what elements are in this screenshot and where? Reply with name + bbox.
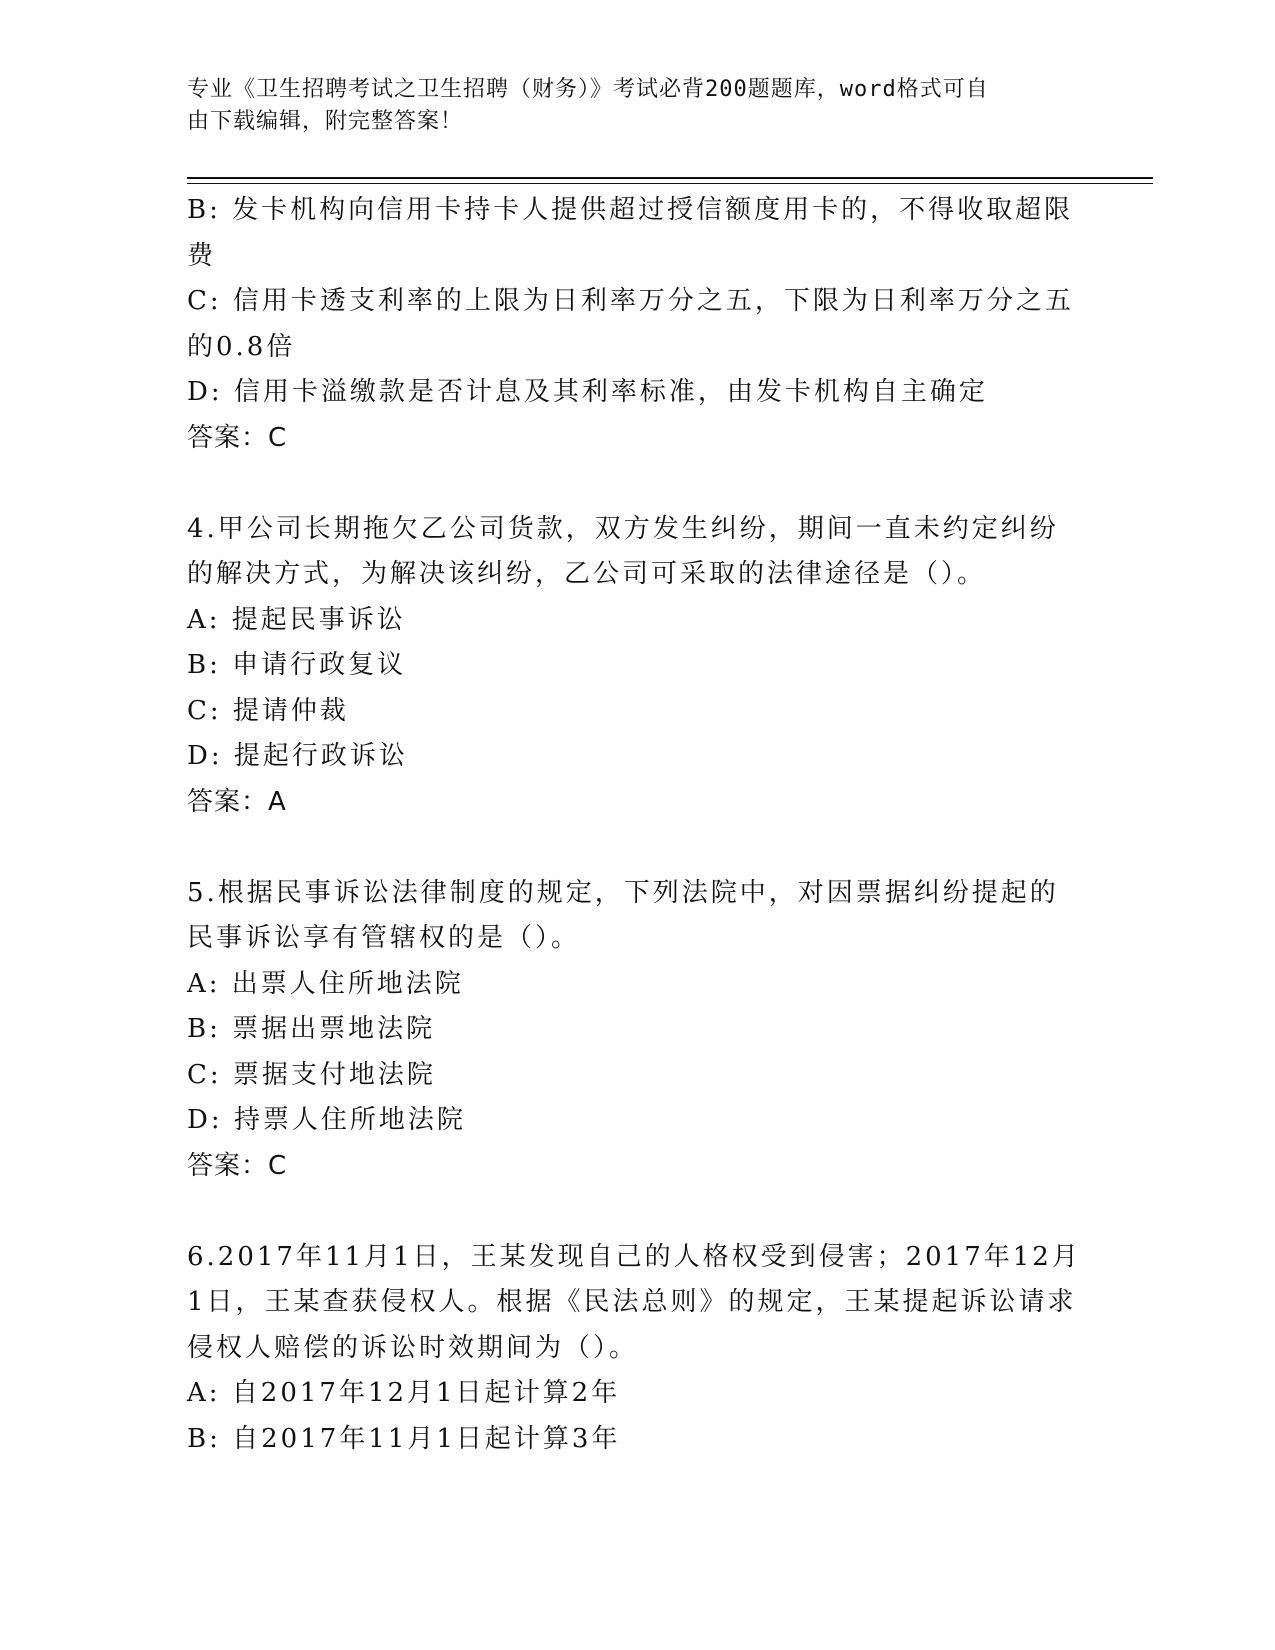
document-header xyxy=(187,74,1067,138)
q6-stem-line-3: 侵权人赔偿的诉讼时效期间为（）。 xyxy=(187,1332,639,1363)
q3-option-b-line-2: 费 xyxy=(187,240,217,271)
q5-option-d: D: 持票人住所地法院 xyxy=(187,1105,466,1135)
q5-answer: 答案：C xyxy=(187,1150,288,1181)
document-body xyxy=(187,188,1087,1462)
question-5 xyxy=(187,871,1087,1190)
q5-option-b: B: 票据出票地法院 xyxy=(187,1014,436,1044)
header-divider-thick xyxy=(187,177,1153,179)
q4-option-a: A: 提起民事诉讼 xyxy=(187,604,406,635)
q5-option-a: A: 出票人住所地法院 xyxy=(187,968,464,999)
spacer xyxy=(187,825,1087,871)
q4-option-c: C: 提请仲裁 xyxy=(187,695,349,726)
q3-option-b-line-1: B: 发卡机构向信用卡持卡人提供超过授信额度用卡的，不得收取超限 xyxy=(187,195,1074,225)
q4-option-b: B: 申请行政复议 xyxy=(187,650,407,680)
question-6 xyxy=(187,1235,1087,1463)
q6-stem-line-1: 6.2017年11月1日，王某发现自己的人格权受到侵害；2017年12月 xyxy=(187,1241,1081,1272)
q5-stem-line-1: 5.根据民事诉讼法律制度的规定，下列法院中，对因票据纠纷提起的 xyxy=(187,877,1059,908)
q3-answer: 答案：C xyxy=(187,422,288,453)
q6-option-b: B: 自2017年11月1日起计算3年 xyxy=(187,1423,621,1454)
q3-option-c-line-1: C: 信用卡透支利率的上限为日利率万分之五，下限为日利率万分之五 xyxy=(187,286,1074,316)
q4-stem-line-1: 4.甲公司长期拖欠乙公司货款，双方发生纠纷，期间一直未约定纠纷 xyxy=(187,513,1059,544)
spacer xyxy=(187,1189,1087,1235)
q4-answer: 答案：A xyxy=(187,786,287,817)
spacer xyxy=(187,461,1087,507)
q6-stem-line-2: 1日，王某查获侵权人。根据《民法总则》的规定，王某提起诉讼请求 xyxy=(187,1287,1077,1317)
header-line-2: 由下载编辑，附完整答案！ xyxy=(187,109,464,134)
q3-option-c-line-2: 的0.8倍 xyxy=(187,331,296,362)
question-4 xyxy=(187,507,1087,826)
q4-option-d: D: 提起行政诉讼 xyxy=(187,741,408,771)
header-divider-thin xyxy=(187,183,1153,184)
q5-stem-line-2: 民事诉讼享有管辖权的是（）。 xyxy=(187,923,581,953)
q4-stem-line-2: 的解决方式，为解决该纠纷，乙公司可采取的法律途径是（）。 xyxy=(187,559,987,589)
q3-option-d: D: 信用卡溢缴款是否计息及其利率标准，由发卡机构自主确定 xyxy=(187,377,988,407)
header-line-1: 专业《卫生招聘考试之卫生招聘（财务）》考试必背200题题库，word格式可自 xyxy=(187,77,989,102)
q6-option-a: A: 自2017年12月1日起计算2年 xyxy=(187,1378,621,1408)
question-3-continued xyxy=(187,188,1087,461)
q5-option-c: C: 票据支付地法院 xyxy=(187,1059,436,1090)
